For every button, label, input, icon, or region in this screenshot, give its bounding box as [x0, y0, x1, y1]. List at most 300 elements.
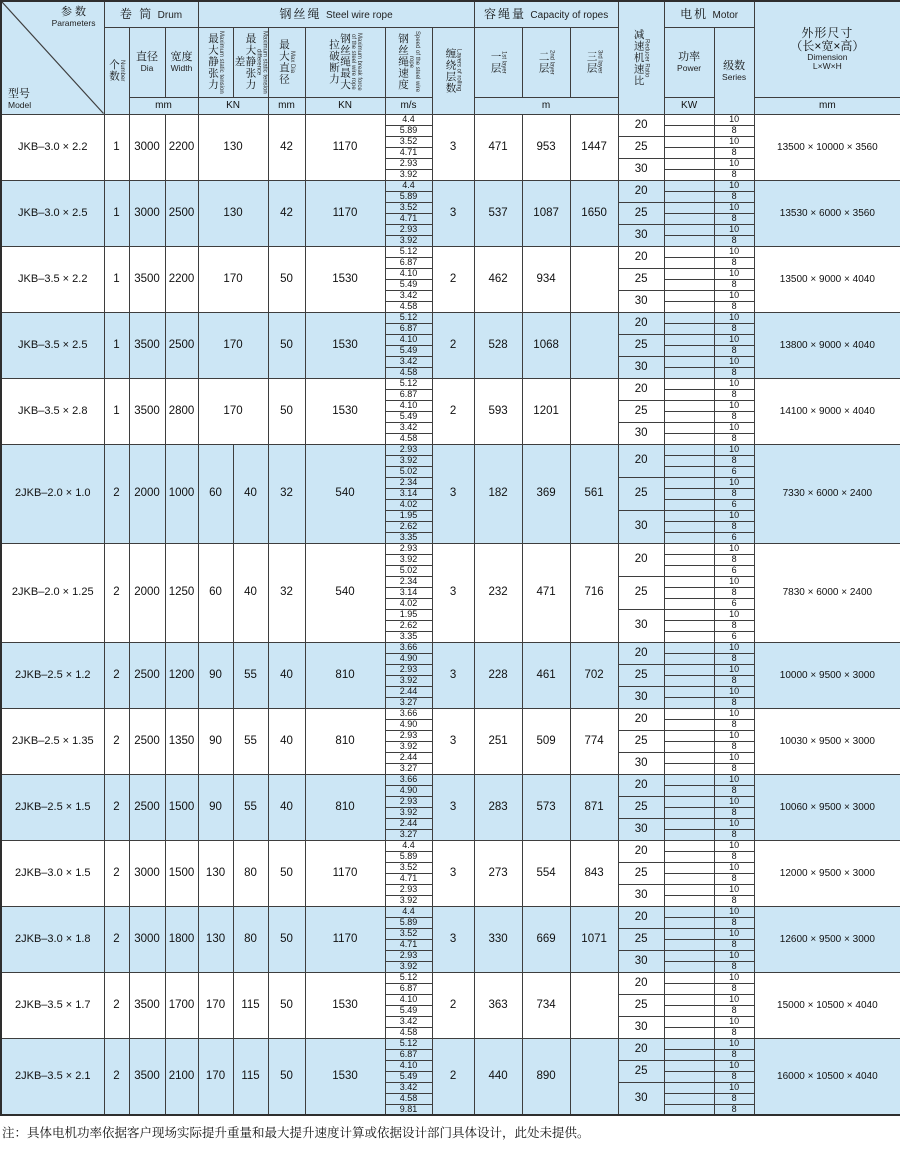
- series-cell: 8: [714, 433, 754, 444]
- power-cell: [664, 950, 714, 961]
- tension-difference-cell: 115: [233, 1038, 268, 1115]
- power-cell: [664, 653, 714, 664]
- speed-cell: 3.66: [385, 708, 432, 719]
- break-force-cell: 1530: [305, 246, 385, 312]
- capacity-layer1-cell: 232: [474, 543, 522, 642]
- speed-cell: 4.58: [385, 1027, 432, 1038]
- series-cell: 8: [714, 411, 754, 422]
- col-capacity-layer3: 三层 3rd layer: [570, 27, 618, 97]
- layers-cell: 3: [432, 840, 474, 906]
- power-cell: [664, 774, 714, 785]
- power-cell: [664, 906, 714, 917]
- power-cell: [664, 917, 714, 928]
- speed-cell: 3.52: [385, 202, 432, 213]
- series-cell: 10: [714, 730, 754, 741]
- break-force-cell: 810: [305, 642, 385, 708]
- power-cell: [664, 741, 714, 752]
- speed-cell: 9.81: [385, 1104, 432, 1115]
- speed-cell: 4.10: [385, 1060, 432, 1071]
- drum-number-cell: 1: [104, 312, 129, 378]
- reducer-ratio-cell: 25: [618, 1060, 664, 1082]
- unit-break-kn: KN: [305, 97, 385, 114]
- series-cell: 8: [714, 488, 754, 499]
- series-cell: 8: [714, 807, 754, 818]
- unit-capacity-m: m: [474, 97, 618, 114]
- unit-power-kw: KW: [664, 97, 714, 114]
- unit-drum-mm: mm: [129, 97, 198, 114]
- power-cell: [664, 499, 714, 510]
- dimension-cell: 14100 × 9000 × 4040: [754, 378, 900, 444]
- series-cell: 8: [714, 785, 754, 796]
- power-cell: [664, 488, 714, 499]
- series-cell: 8: [714, 213, 754, 224]
- power-cell: [664, 477, 714, 488]
- max-static-tension-cell: 130: [198, 180, 268, 246]
- break-force-cell: 1530: [305, 1038, 385, 1115]
- max-static-tension-cell: 170: [198, 378, 268, 444]
- max-static-tension-cell: 60: [198, 543, 233, 642]
- reducer-ratio-cell: 30: [618, 950, 664, 972]
- power-cell: [664, 708, 714, 719]
- table-row: [1, 312, 900, 323]
- reducer-ratio-cell: 25: [618, 477, 664, 510]
- max-static-tension-cell: 170: [198, 972, 233, 1038]
- speed-cell: 2.93: [385, 730, 432, 741]
- power-cell: [664, 565, 714, 576]
- reducer-ratio-cell: 25: [618, 862, 664, 884]
- power-cell: [664, 1016, 714, 1027]
- power-cell: [664, 356, 714, 367]
- speed-cell: 1.95: [385, 609, 432, 620]
- power-cell: [664, 312, 714, 323]
- power-cell: [664, 862, 714, 873]
- rope-max-dia-cell: 50: [268, 972, 305, 1038]
- rope-max-dia-cell: 32: [268, 543, 305, 642]
- series-cell: 8: [714, 675, 754, 686]
- power-cell: [664, 466, 714, 477]
- series-cell: 8: [714, 554, 754, 565]
- corner-cell: [1, 1, 104, 114]
- rope-max-dia-cell: 50: [268, 378, 305, 444]
- reducer-ratio-cell: 25: [618, 268, 664, 290]
- power-cell: [664, 433, 714, 444]
- speed-cell: 3.92: [385, 961, 432, 972]
- power-cell: [664, 158, 714, 169]
- speed-cell: 5.02: [385, 466, 432, 477]
- speed-cell: 3.92: [385, 169, 432, 180]
- series-cell: 10: [714, 928, 754, 939]
- speed-cell: 2.93: [385, 158, 432, 169]
- speed-cell: 6.87: [385, 389, 432, 400]
- power-cell: [664, 1049, 714, 1060]
- tension-difference-cell: 55: [233, 774, 268, 840]
- model-cell: 2JKB–3.0 × 1.5: [1, 840, 104, 906]
- col-drum-width: 宽度 Width: [165, 27, 198, 97]
- power-cell: [664, 807, 714, 818]
- layers-cell: 3: [432, 642, 474, 708]
- tension-difference-cell: 55: [233, 642, 268, 708]
- capacity-layer2-cell: 1087: [522, 180, 570, 246]
- speed-cell: 5.89: [385, 125, 432, 136]
- series-cell: 8: [714, 235, 754, 246]
- drum-width-cell: 1500: [165, 840, 198, 906]
- reducer-ratio-cell: 30: [618, 609, 664, 642]
- tension-difference-cell: 40: [233, 444, 268, 543]
- series-cell: 8: [714, 719, 754, 730]
- power-cell: [664, 1082, 714, 1093]
- series-cell: 10: [714, 543, 754, 554]
- col-max-static-tension: 最大静张力 Maximum static tension: [198, 27, 233, 97]
- speed-cell: 4.58: [385, 433, 432, 444]
- power-cell: [664, 1071, 714, 1082]
- speed-cell: 5.12: [385, 378, 432, 389]
- power-cell: [664, 301, 714, 312]
- dimension-cell: 10000 × 9500 × 3000: [754, 642, 900, 708]
- power-cell: [664, 939, 714, 950]
- series-cell: 10: [714, 444, 754, 455]
- power-cell: [664, 763, 714, 774]
- power-cell: [664, 686, 714, 697]
- power-cell: [664, 114, 714, 125]
- series-cell: 8: [714, 257, 754, 268]
- reducer-ratio-cell: 30: [618, 290, 664, 312]
- power-cell: [664, 994, 714, 1005]
- speed-cell: 4.90: [385, 785, 432, 796]
- speed-cell: 5.49: [385, 1071, 432, 1082]
- speed-cell: 5.89: [385, 917, 432, 928]
- col-capacity-layer2: 二层 2nd layer: [522, 27, 570, 97]
- power-cell: [664, 532, 714, 543]
- speed-cell: 2.62: [385, 620, 432, 631]
- max-static-tension-cell: 90: [198, 642, 233, 708]
- speed-cell: 5.49: [385, 279, 432, 290]
- power-cell: [664, 367, 714, 378]
- drum-width-cell: 2500: [165, 180, 198, 246]
- series-cell: 8: [714, 169, 754, 180]
- power-cell: [664, 730, 714, 741]
- drum-dia-cell: 3000: [129, 180, 165, 246]
- series-cell: 10: [714, 334, 754, 345]
- power-cell: [664, 719, 714, 730]
- series-cell: 8: [714, 1049, 754, 1060]
- table-row: [1, 378, 900, 389]
- speed-cell: 3.27: [385, 763, 432, 774]
- speed-cell: 5.12: [385, 1038, 432, 1049]
- max-static-tension-cell: 90: [198, 774, 233, 840]
- speed-cell: 4.71: [385, 147, 432, 158]
- capacity-layer3-cell: 1650: [570, 180, 618, 246]
- capacity-layer2-cell: 509: [522, 708, 570, 774]
- series-cell: 10: [714, 477, 754, 488]
- capacity-layer2-cell: 934: [522, 246, 570, 312]
- break-force-cell: 1530: [305, 312, 385, 378]
- power-cell: [664, 620, 714, 631]
- series-cell: 10: [714, 1082, 754, 1093]
- dimension-cell: 13500 × 9000 × 4040: [754, 246, 900, 312]
- model-cell: JKB–3.0 × 2.5: [1, 180, 104, 246]
- speed-cell: 4.58: [385, 1093, 432, 1104]
- dimension-cell: 15000 × 10500 × 4040: [754, 972, 900, 1038]
- table-row: [1, 114, 900, 125]
- layers-cell: 3: [432, 708, 474, 774]
- series-cell: 8: [714, 125, 754, 136]
- reducer-ratio-cell: 20: [618, 906, 664, 928]
- speed-cell: 2.93: [385, 444, 432, 455]
- power-cell: [664, 587, 714, 598]
- table-row: [1, 543, 900, 554]
- model-cell: JKB–3.0 × 2.2: [1, 114, 104, 180]
- dimension-cell: 7330 × 6000 × 2400: [754, 444, 900, 543]
- capacity-layer2-cell: 1068: [522, 312, 570, 378]
- capacity-layer2-cell: 554: [522, 840, 570, 906]
- speed-cell: 3.66: [385, 774, 432, 785]
- tension-difference-cell: 80: [233, 840, 268, 906]
- series-cell: 8: [714, 301, 754, 312]
- power-cell: [664, 554, 714, 565]
- series-cell: 8: [714, 279, 754, 290]
- speed-cell: 2.34: [385, 576, 432, 587]
- series-cell: 8: [714, 873, 754, 884]
- power-cell: [664, 972, 714, 983]
- speed-cell: 6.87: [385, 1049, 432, 1060]
- drum-width-cell: 1700: [165, 972, 198, 1038]
- reducer-ratio-cell: 20: [618, 444, 664, 477]
- layers-cell: 3: [432, 444, 474, 543]
- col-break-force: 钢丝绳最大拉破断力 Maximum break force of the steel wire rope: [305, 27, 385, 97]
- speed-cell: 1.95: [385, 510, 432, 521]
- max-static-tension-cell: 130: [198, 114, 268, 180]
- reducer-ratio-cell: 30: [618, 356, 664, 378]
- series-cell: 8: [714, 653, 754, 664]
- speed-cell: 3.92: [385, 235, 432, 246]
- reducer-ratio-cell: 25: [618, 400, 664, 422]
- col-drum-number: 个数 Number: [104, 27, 129, 114]
- speed-cell: 2.34: [385, 477, 432, 488]
- drum-dia-cell: 3500: [129, 312, 165, 378]
- series-cell: 10: [714, 268, 754, 279]
- reducer-ratio-cell: 30: [618, 884, 664, 906]
- series-cell: 10: [714, 356, 754, 367]
- speed-cell: 4.02: [385, 598, 432, 609]
- series-cell: 10: [714, 642, 754, 653]
- reducer-ratio-cell: 30: [618, 510, 664, 543]
- reducer-ratio-cell: 20: [618, 1038, 664, 1060]
- drum-width-cell: 1350: [165, 708, 198, 774]
- series-cell: 10: [714, 378, 754, 389]
- capacity-layer1-cell: 440: [474, 1038, 522, 1115]
- layers-cell: 3: [432, 543, 474, 642]
- series-cell: 6: [714, 466, 754, 477]
- reducer-ratio-cell: 20: [618, 246, 664, 268]
- table-row: [1, 642, 900, 653]
- power-cell: [664, 543, 714, 554]
- series-cell: 10: [714, 609, 754, 620]
- speed-cell: 5.49: [385, 411, 432, 422]
- drum-dia-cell: 2500: [129, 708, 165, 774]
- power-cell: [664, 180, 714, 191]
- series-cell: 10: [714, 818, 754, 829]
- power-cell: [664, 389, 714, 400]
- reducer-ratio-cell: 25: [618, 928, 664, 950]
- drum-width-cell: 2200: [165, 246, 198, 312]
- power-cell: [664, 884, 714, 895]
- capacity-layer2-cell: 1201: [522, 378, 570, 444]
- rope-max-dia-cell: 40: [268, 774, 305, 840]
- power-cell: [664, 169, 714, 180]
- drum-number-cell: 2: [104, 906, 129, 972]
- reducer-ratio-cell: 20: [618, 840, 664, 862]
- series-cell: 8: [714, 191, 754, 202]
- power-cell: [664, 785, 714, 796]
- speed-cell: 3.52: [385, 928, 432, 939]
- corner-model: 型号 Model: [8, 87, 32, 110]
- series-cell: 10: [714, 862, 754, 873]
- reducer-ratio-cell: 20: [618, 972, 664, 994]
- power-cell: [664, 609, 714, 620]
- col-capacity-layer1: 一层 1st layer: [474, 27, 522, 97]
- capacity-layer1-cell: 251: [474, 708, 522, 774]
- capacity-layer3-cell: [570, 972, 618, 1038]
- series-cell: 8: [714, 1093, 754, 1104]
- power-cell: [664, 290, 714, 301]
- power-cell: [664, 1038, 714, 1049]
- series-cell: 8: [714, 587, 754, 598]
- drum-dia-cell: 3500: [129, 1038, 165, 1115]
- model-cell: JKB–3.5 × 2.5: [1, 312, 104, 378]
- model-cell: 2JKB–2.0 × 1.0: [1, 444, 104, 543]
- drum-number-cell: 2: [104, 972, 129, 1038]
- series-cell: 6: [714, 598, 754, 609]
- dimension-cell: 13800 × 9000 × 4040: [754, 312, 900, 378]
- reducer-ratio-cell: 30: [618, 422, 664, 444]
- series-cell: 8: [714, 323, 754, 334]
- reducer-ratio-cell: 30: [618, 1082, 664, 1115]
- drum-dia-cell: 3000: [129, 840, 165, 906]
- model-cell: 2JKB–2.5 × 1.35: [1, 708, 104, 774]
- speed-cell: 3.66: [385, 642, 432, 653]
- series-cell: 10: [714, 884, 754, 895]
- series-cell: 10: [714, 1060, 754, 1071]
- break-force-cell: 1170: [305, 114, 385, 180]
- model-cell: 2JKB–3.0 × 1.8: [1, 906, 104, 972]
- series-cell: 8: [714, 917, 754, 928]
- series-cell: 8: [714, 1071, 754, 1082]
- speed-cell: 3.14: [385, 587, 432, 598]
- model-cell: 2JKB–3.5 × 1.7: [1, 972, 104, 1038]
- speed-cell: 4.58: [385, 301, 432, 312]
- capacity-layer1-cell: 228: [474, 642, 522, 708]
- drum-dia-cell: 3000: [129, 114, 165, 180]
- break-force-cell: 1530: [305, 972, 385, 1038]
- layers-cell: 2: [432, 972, 474, 1038]
- speed-cell: 2.93: [385, 884, 432, 895]
- table-row: [1, 708, 900, 719]
- speed-cell: 3.42: [385, 422, 432, 433]
- series-cell: 10: [714, 114, 754, 125]
- speed-cell: 4.10: [385, 268, 432, 279]
- series-cell: 8: [714, 939, 754, 950]
- capacity-layer2-cell: 669: [522, 906, 570, 972]
- table-row: [1, 840, 900, 851]
- capacity-layer2-cell: 573: [522, 774, 570, 840]
- rope-max-dia-cell: 50: [268, 906, 305, 972]
- capacity-layer1-cell: 462: [474, 246, 522, 312]
- col-rope-max-dia: 最大直径 Max Dia: [268, 27, 305, 97]
- speed-cell: 3.14: [385, 488, 432, 499]
- capacity-layer1-cell: 471: [474, 114, 522, 180]
- col-max-static-tension-difference: 最大静张力差 Maximum static tension difference: [233, 27, 268, 97]
- series-cell: 8: [714, 367, 754, 378]
- series-cell: 10: [714, 158, 754, 169]
- drum-dia-cell: 2500: [129, 774, 165, 840]
- drum-dia-cell: 2000: [129, 543, 165, 642]
- max-static-tension-cell: 170: [198, 246, 268, 312]
- table-row: [1, 1038, 900, 1049]
- capacity-layer1-cell: 182: [474, 444, 522, 543]
- power-cell: [664, 697, 714, 708]
- power-cell: [664, 664, 714, 675]
- power-cell: [664, 136, 714, 147]
- col-rope-speed: 钢丝绳速度 Speed of the steel wire rope: [385, 27, 432, 97]
- power-cell: [664, 224, 714, 235]
- layers-cell: 3: [432, 180, 474, 246]
- power-cell: [664, 1104, 714, 1115]
- reducer-ratio-cell: 30: [618, 1016, 664, 1038]
- speed-cell: 6.87: [385, 323, 432, 334]
- col-dimension: 外形尺寸 （长×宽×高） Dimension L×W×H: [754, 1, 900, 97]
- speed-cell: 6.87: [385, 983, 432, 994]
- power-cell: [664, 213, 714, 224]
- series-cell: 8: [714, 829, 754, 840]
- drum-dia-cell: 3500: [129, 972, 165, 1038]
- speed-cell: 5.02: [385, 565, 432, 576]
- series-cell: 10: [714, 224, 754, 235]
- series-cell: 10: [714, 950, 754, 961]
- speed-cell: 4.10: [385, 334, 432, 345]
- tension-difference-cell: 80: [233, 906, 268, 972]
- rope-max-dia-cell: 50: [268, 1038, 305, 1115]
- col-drum-dia: 直径 Dia: [129, 27, 165, 97]
- reducer-ratio-cell: 25: [618, 136, 664, 158]
- series-cell: 10: [714, 994, 754, 1005]
- tension-difference-cell: 40: [233, 543, 268, 642]
- drum-number-cell: 2: [104, 444, 129, 543]
- speed-cell: 3.42: [385, 1016, 432, 1027]
- drum-number-cell: 2: [104, 774, 129, 840]
- speed-cell: 2.93: [385, 950, 432, 961]
- reducer-ratio-cell: 20: [618, 378, 664, 400]
- table-row: [1, 246, 900, 257]
- power-cell: [664, 268, 714, 279]
- drum-number-cell: 2: [104, 642, 129, 708]
- reducer-ratio-cell: 25: [618, 994, 664, 1016]
- layers-cell: 2: [432, 246, 474, 312]
- series-cell: 8: [714, 763, 754, 774]
- col-motor-series: 级数 Series: [714, 27, 754, 114]
- reducer-ratio-cell: 20: [618, 312, 664, 334]
- series-cell: 10: [714, 400, 754, 411]
- capacity-layer2-cell: 953: [522, 114, 570, 180]
- speed-cell: 4.71: [385, 213, 432, 224]
- model-cell: 2JKB–2.5 × 1.2: [1, 642, 104, 708]
- series-cell: 6: [714, 499, 754, 510]
- power-cell: [664, 125, 714, 136]
- series-cell: 10: [714, 136, 754, 147]
- reducer-ratio-cell: 25: [618, 664, 664, 686]
- drum-number-cell: 2: [104, 708, 129, 774]
- power-cell: [664, 1060, 714, 1071]
- power-cell: [664, 411, 714, 422]
